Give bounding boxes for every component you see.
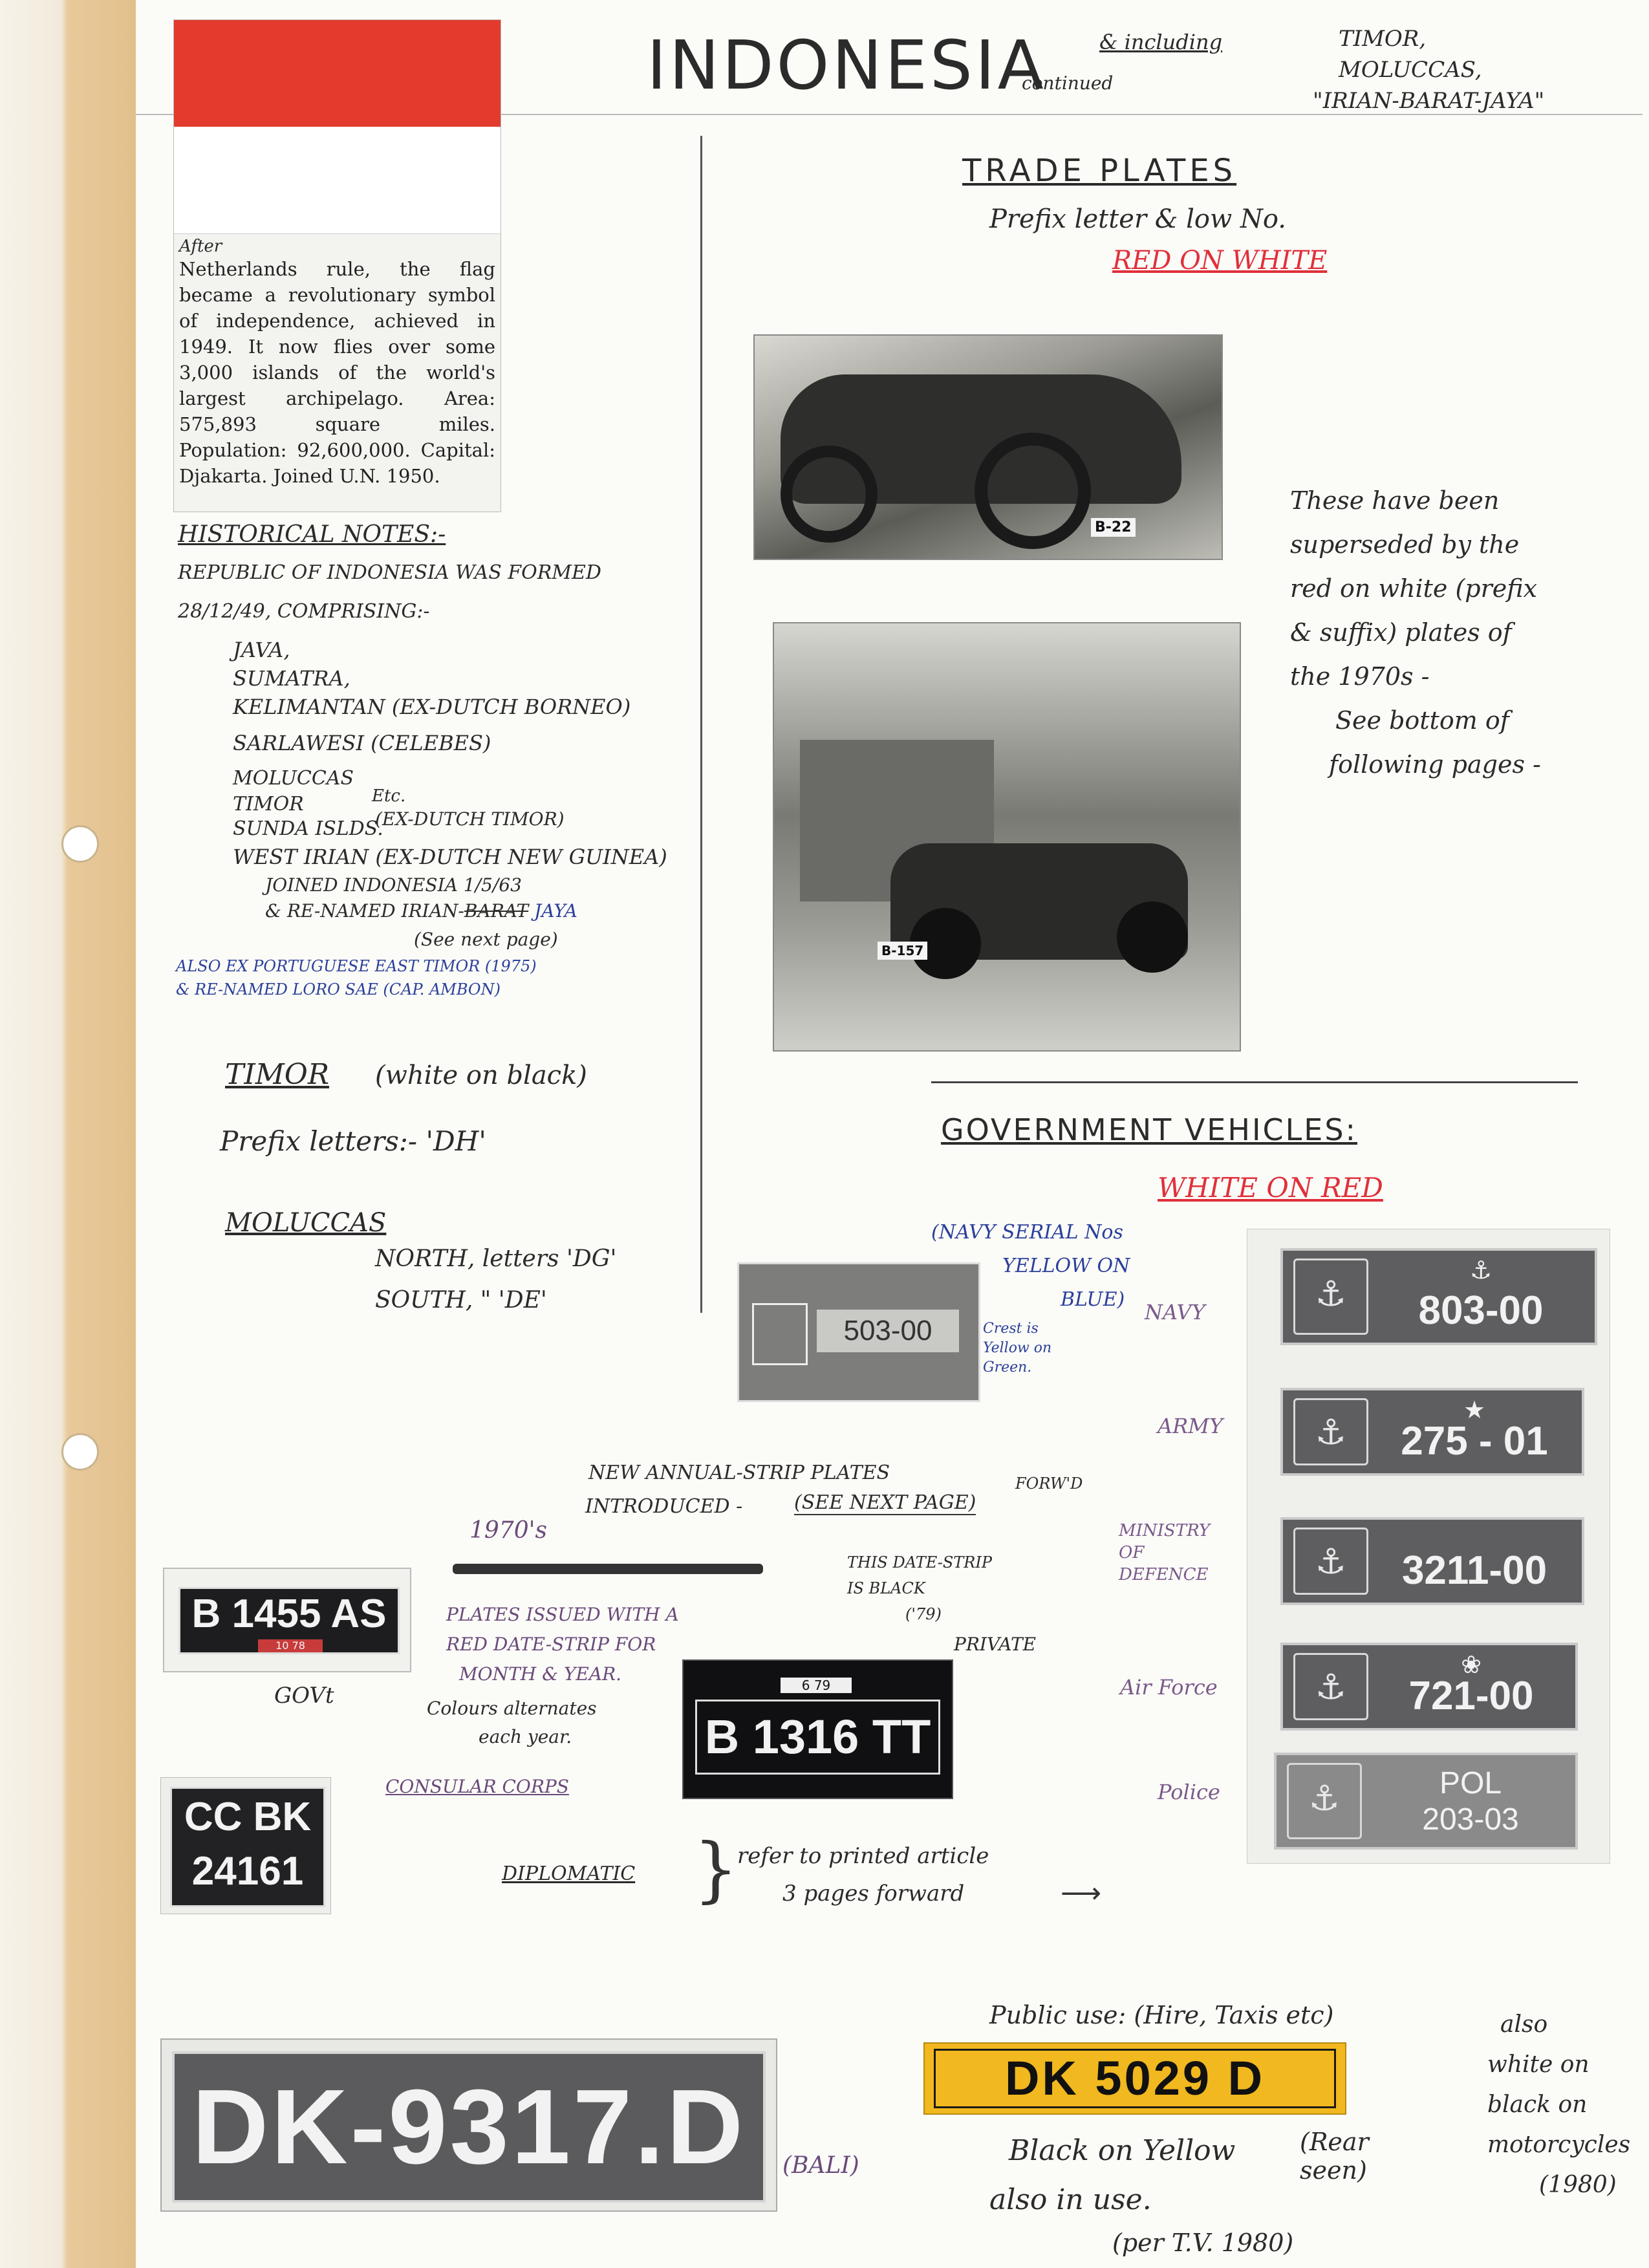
navy-sample-crest	[752, 1303, 808, 1365]
public-rear-seen: (Rear seen)	[1300, 2128, 1369, 2185]
annual-forward: FORW'D	[1015, 1474, 1083, 1493]
anchor-icon: ⚓	[1469, 1256, 1493, 1284]
sedan-wheel-rear	[1117, 902, 1188, 973]
plate-dk9317d-number: DK-9317.D	[191, 2068, 746, 2186]
also-white-line: motorcycles	[1487, 2132, 1631, 2158]
trade-superseded-note	[1290, 479, 1626, 786]
crest-icon	[1293, 1528, 1368, 1595]
history-item-sumatra: SUMATRA,	[233, 666, 350, 691]
trade-note-line: red on white (prefix	[1290, 574, 1538, 603]
history-joined: JOINED INDONESIA 1/5/63	[265, 874, 522, 896]
history-line-2: 28/12/49, COMPRISING:-	[178, 600, 430, 623]
gov-plate-army	[1280, 1388, 1584, 1476]
public-heading: Public use: (Hire, Taxis etc)	[989, 2001, 1334, 2029]
column-divider	[700, 136, 702, 1313]
plate-b1455as-body	[178, 1587, 400, 1654]
trade-red-note: RED ON WHITE	[1112, 246, 1328, 275]
annual-line-2: INTRODUCED -	[585, 1495, 743, 1518]
private-label: PRIVATE	[954, 1634, 1037, 1655]
gov-plate-number: 3211-00	[1401, 1548, 1547, 1593]
gov-label-police: Police	[1158, 1780, 1220, 1804]
plate-dk5029d-number: DK 5029 D	[934, 2049, 1336, 2108]
plate-dk9317d	[160, 2038, 777, 2212]
crest-note-line: Crest is	[983, 1321, 1039, 1337]
diplomatic-note-2: 3 pages forward	[782, 1881, 965, 1906]
history-item-kelimantan: KELIMANTAN (EX-DUTCH BORNEO)	[233, 695, 631, 719]
plate-consular-bottom: 24161	[191, 1849, 304, 1894]
annual-strikeout-bar	[453, 1564, 763, 1574]
history-item-java: JAVA,	[233, 638, 290, 662]
gov-plate-number: 275 - 01	[1401, 1419, 1548, 1463]
gov-plate-police	[1274, 1753, 1578, 1850]
crest-icon	[1293, 1653, 1368, 1720]
navy-note-line: YELLOW ON	[1002, 1255, 1130, 1277]
moluccas-north: NORTH, letters 'DG'	[375, 1246, 617, 1272]
region-irian: "IRIAN-BARAT-JAYA"	[1313, 88, 1545, 114]
diplomatic-note-1: refer to printed article	[737, 1843, 989, 1869]
bali-label: (BALI)	[782, 2152, 859, 2179]
crest-note	[983, 1319, 1051, 1377]
plate-consular-body	[170, 1787, 325, 1907]
plate-b1316tt-number: B 1316 TT	[695, 1700, 940, 1775]
colours-line: each year.	[479, 1726, 572, 1747]
plate-dk5029d	[923, 2042, 1346, 2115]
navy-sample-plate	[737, 1262, 980, 1402]
timor-note: (white on black)	[375, 1061, 587, 1090]
gov-plate-label: GOVt	[274, 1683, 334, 1709]
crest-icon	[1287, 1763, 1362, 1839]
history-renamed	[265, 900, 577, 922]
history-line-1: REPUBLIC OF INDONESIA WAS FORMED	[178, 561, 601, 584]
annual-line-1: NEW ANNUAL-STRIP PLATES	[588, 1462, 890, 1484]
history-barat: BARAT	[464, 900, 529, 922]
trade-sub: Prefix letter & low No.	[989, 204, 1287, 234]
trade-heading: TRADE PLATES	[962, 153, 1237, 189]
car-wheel-rear	[781, 446, 878, 543]
history-item-sunda: SUNDA ISLDS.	[233, 817, 383, 840]
history-also-1: ALSO EX PORTUGUESE EAST TIMOR (1975)	[176, 957, 537, 975]
history-also-2: & RE-NAMED LORO SAE (CAP. AMBON)	[176, 980, 501, 999]
plate-b1455as	[163, 1568, 411, 1672]
annual-see-next: (SEE NEXT PAGE)	[794, 1491, 976, 1514]
also-white-line: also	[1500, 2011, 1548, 2038]
plate-b1455as-number: B 1455 AS	[191, 1592, 387, 1636]
region-moluccas: MOLUCCAS,	[1339, 57, 1482, 83]
gov-plate-number: 721-00	[1408, 1674, 1534, 1718]
continued-note: continued	[1022, 72, 1114, 94]
consular-label: CONSULAR CORPS	[385, 1776, 569, 1797]
trade-note-line: the 1970s -	[1290, 662, 1430, 691]
history-ex-dutch-timor: (EX-DUTCH TIMOR)	[375, 808, 565, 830]
timor-heading: TIMOR	[225, 1058, 329, 1091]
history-item-moluccas: MOLUCCAS	[233, 767, 354, 790]
gov-plate-number: POL 203-03	[1422, 1766, 1519, 1837]
gov-heading: GOVERNMENT VEHICLES:	[941, 1112, 1358, 1147]
including-note: & including	[1099, 30, 1223, 54]
gov-label-navy: NAVY	[1145, 1300, 1205, 1324]
moluccas-south: SOUTH, " 'DE'	[375, 1287, 547, 1313]
also-white-line: (1980)	[1539, 2172, 1617, 2198]
public-also-white-note	[1487, 2005, 1630, 2205]
flower-icon: ❀	[1461, 1650, 1482, 1679]
gov-plate-number: 803-00	[1418, 1288, 1544, 1333]
issued-line: PLATES ISSUED WITH A	[446, 1604, 679, 1625]
history-west-irian: WEST IRIAN (EX-DUTCH NEW GUINEA)	[233, 845, 667, 869]
section-rule	[931, 1081, 1578, 1083]
star-icon: ★	[1463, 1396, 1486, 1424]
moluccas-heading: MOLUCCAS	[225, 1208, 387, 1238]
flag-after-note: After	[179, 237, 222, 256]
plate-dk9317d-body	[172, 2051, 766, 2203]
gov-plate-navy	[1280, 1248, 1597, 1345]
binding-strip	[0, 0, 136, 2268]
flag-clipping	[173, 19, 501, 512]
crest-note-line: Green.	[983, 1359, 1032, 1376]
plate-consular	[160, 1777, 331, 1914]
gov-plate-ministry	[1280, 1517, 1584, 1605]
page-title: INDONESIA	[647, 26, 1046, 105]
trade-note-line: following pages -	[1329, 750, 1541, 779]
history-renamed-text: & RE-NAMED IRIAN-	[265, 900, 464, 922]
flag-red-band	[174, 20, 501, 127]
flag-white-band	[174, 127, 501, 234]
punch-hole-bottom	[61, 1433, 99, 1471]
flag-caption: Netherlands rule, the flag became a revolutionary symbol of independence, achieved in 1949. It now flies over some 3,000 islands of the world's largest archipelago. Area: 575,893 square miles. Population: 92,600,000. Capital: Djakarta. Joined U.N. 1950.	[179, 258, 495, 487]
public-per-tv: (per T.V. 1980)	[1112, 2229, 1294, 2257]
history-jaya: JAYA	[534, 900, 577, 922]
region-timor: TIMOR,	[1339, 26, 1427, 52]
history-item-timor: TIMOR	[233, 793, 304, 815]
trade-note-line: See bottom of	[1335, 706, 1509, 735]
date-strip-note	[847, 1550, 992, 1627]
gov-label-air-force: Air Force	[1120, 1675, 1218, 1700]
trade-note-line: superseded by the	[1290, 530, 1520, 559]
diplomatic-label: DIPLOMATIC	[502, 1863, 636, 1885]
plate-b1316tt-strip: 6 79	[781, 1678, 852, 1693]
trade-note-line: & suffix) plates of	[1290, 618, 1512, 647]
public-also-in-use: also in use.	[989, 2183, 1152, 2216]
navy-sample-number: 503-00	[817, 1310, 959, 1352]
also-white-line: black on	[1487, 2091, 1588, 2118]
date-strip-line: IS BLACK	[847, 1579, 925, 1597]
trade-photo-sedan	[773, 622, 1241, 1052]
also-white-line: white on	[1487, 2051, 1590, 2078]
navy-note-line: BLUE)	[1061, 1288, 1125, 1311]
public-black-on-yellow: Black on Yellow	[1009, 2134, 1236, 2167]
issued-line: RED DATE-STRIP FOR	[446, 1634, 656, 1655]
gov-label-ministry: MINISTRY OF DEFENCE	[1119, 1521, 1211, 1584]
history-see-next: (See next page)	[414, 929, 558, 950]
crest-note-line: Yellow on	[983, 1340, 1052, 1356]
gov-label-army: ARMY	[1158, 1414, 1223, 1438]
date-strip-line: THIS DATE-STRIP	[847, 1553, 992, 1571]
colours-line: Colours alternates	[427, 1698, 597, 1719]
car-wheel-front	[975, 433, 1091, 549]
plate-b1316tt	[682, 1659, 953, 1799]
trade-photo-sports-car	[753, 334, 1223, 560]
crest-icon	[1293, 1398, 1368, 1465]
trade-note-line: These have been	[1290, 486, 1500, 515]
gov-plate-air-force	[1280, 1643, 1578, 1731]
annual-colours-note	[427, 1694, 597, 1751]
navy-note-line: (NAVY SERIAL Nos	[931, 1221, 1123, 1244]
plate-b1455as-strip: 10 78	[258, 1639, 323, 1652]
diplomatic-brace: }	[693, 1828, 738, 1910]
crest-icon	[1293, 1258, 1368, 1335]
gov-color-note: WHITE ON RED	[1158, 1172, 1383, 1204]
trade-plate-b157: B-157	[878, 942, 927, 960]
plate-consular-top: CC BK	[184, 1795, 312, 1839]
history-etc: Etc.	[372, 786, 406, 806]
history-heading: HISTORICAL NOTES:-	[178, 521, 446, 548]
trade-plate-b22: B-22	[1091, 518, 1136, 537]
timor-prefix: Prefix letters:- 'DH'	[220, 1125, 486, 1157]
issued-line: MONTH & YEAR.	[459, 1663, 622, 1685]
date-strip-line: ('79)	[905, 1605, 942, 1623]
annual-issued-note	[446, 1600, 679, 1689]
punch-hole-top	[61, 825, 99, 863]
annual-year: 1970's	[469, 1517, 547, 1544]
arrow-right-icon: ⟶	[1061, 1877, 1102, 1910]
history-item-sarlawesi: SARLAWESI (CELEBES)	[233, 731, 491, 755]
